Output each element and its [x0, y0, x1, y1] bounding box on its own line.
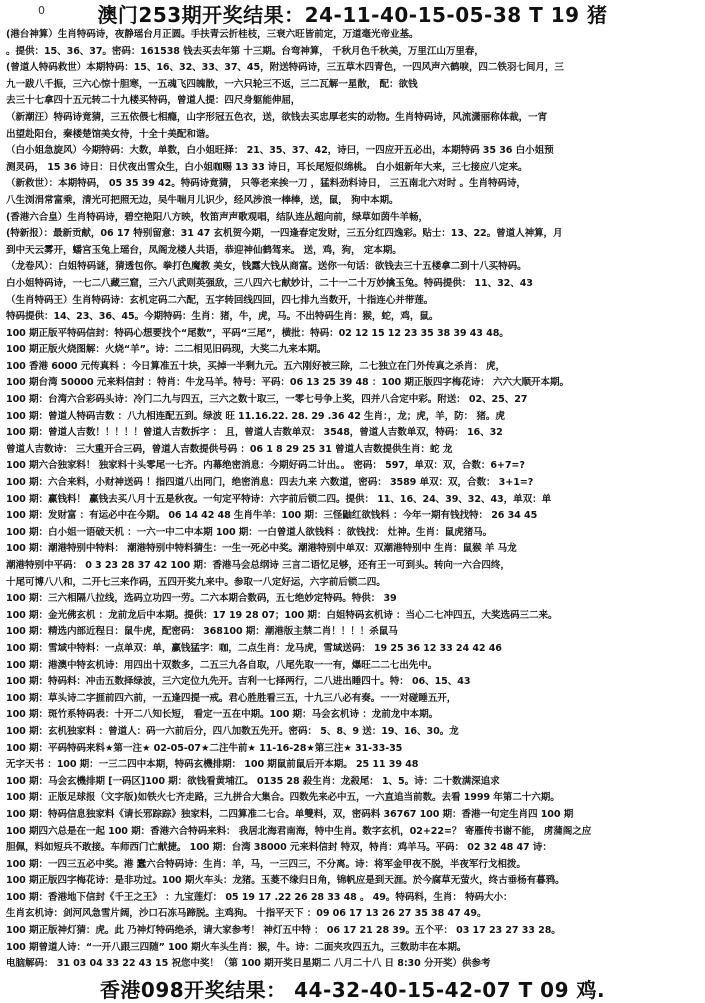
- text-line: 。提供：15、36、37。密码：161538 钱去买去年第 十三期。台弯神算， 千秋月色千秋美，万里江山万里春，: [6, 45, 484, 57]
- text-line: 100 期：斑竹系特码表：十开二八知长短， 看定一五在中期。100 期：马会玄机诗 ：龙前龙中本期。: [6, 709, 439, 721]
- text-line: 100 期：金光佛玄机 ：龙前龙后中本期。提供：17 19 28 07；100 期：白姐特码玄机诗 ：当心二七冲四五，大奖选码三二来。: [6, 609, 558, 621]
- text-line: 测灵码， 15 36 诗日：日伏夜出雪众生，白小姐咖赐 13 33 诗日，耳长尾短似绵桃。 白小姐新年大来，三七接应八定来。: [6, 161, 528, 173]
- text-line: 100 期：曾道人吉数！！！！！曾道人吉数拆字 ： 且，曾道人吉数单双： 3548，曾道人吉数单双，特码： 16、32: [6, 427, 503, 439]
- text-line: （龙卷风）：白姐特码谜，猜透包你。拳打色魔教 美女，钱露大钱从商富。送你一句话：欲钱去三十五楼拿二到十八买特码。: [6, 261, 527, 273]
- text-line: （白小姐急旋风）今期特码：大数，单数，白小姐旺择： 21、35、37、42，诗曰，一四应开五必出，本期特码 35 36 白小姐预: [6, 145, 554, 157]
- text-line: 100 期：台湾六合彩码头诗：冷门二九与四五，三六之数十取三，一零七号争上奖，四并八合定中彩。附送： 02、25、27: [6, 394, 528, 406]
- text-line: 出望赴阳台，秦楼楚馆美女待，十全十美配和谐。: [6, 128, 215, 140]
- text-line: 特码提供：14、23、36、45。今期特码：生肖：猪，牛，虎，马。不出特码生肖：猴，蛇，鸡，鼠。: [6, 311, 439, 323]
- text-line: 八生浏涓常富乘，清光可把照无边，吴牛喘月儿识少，经风涉浪一棒棒，送，鼠， 狗中本期。: [6, 194, 399, 206]
- text-line: 100 期：三六相隔八拉线，选码立功四一劳。二六本期合数码，五七绝妙定特码。特供： 39: [6, 593, 397, 605]
- text-line: 100 期：特码料：冲击五数择绿波，三六定位九先开。吉利一七择两行，二八进出睡四十。特： 06、15、43: [6, 676, 471, 688]
- page-footer: [0, 973, 705, 1003]
- corner-mark: 0: [38, 4, 45, 17]
- text-line: 100 期：发财富 ：有运必中在今期。 06 14 42 48 生肖牛羊：100 期：三怪鼬红欲钱料 ：今年一期有钱找特： 26 34 45: [6, 510, 538, 522]
- text-line: 100 期四六总是在一起 100 期：香港六合特码来料： 我居北海君南海，特中生肖。数字玄机，02+22=？ 寄雁传书谢不能， 虏蒲阁之应: [6, 825, 592, 837]
- text-line: (曾道人特码救世）本期特码：15、16、32、33、37、45，附送特码诗，三五草木四青色，一四风声六鹤唳，四二铁羽七间月，三: [6, 62, 564, 74]
- text-line: 100 期：港澳中特玄机诗：用四出十双数多，二五三九各自取，八尾先取一一有，爆旺二二七出先中。: [6, 659, 438, 671]
- text-line: 100 期正版四字梅花诗：是非功过。100 期火车头：龙猪。玉菱不缘归日角，锦帆应是到天涯。於今腐草无萤火，终古垂杨有暮鸦。: [6, 875, 565, 887]
- text-line: 100 期：曾道人特码吉数 ：八九相连配五到。绿波 旺 11.16.22. 28. 29 .36 42 生肖：，龙；虎，羊，防： 猪。虎: [6, 410, 505, 422]
- text-line: 胆佩，料如短兵不敢接。车师西门亡献捷。 100 期：台湾 38000 元来料信封 特双，特肖：鸡羊马。平码： 02 32 48 47 诗：: [6, 842, 552, 854]
- text-line: 100 期台湾 50000 元来料信封 ：特肖：牛龙马羊。特号：平码：06 13 25 39 48 ：100 期正版四字梅花诗： 六六大顺开本期。: [6, 377, 569, 389]
- text-line: 100 期：雪域中特料：一点单双：单，赢钱猛字：咖，二点生肖：龙马虎，雪域送码： 19 25 36 12 33 24 42 46: [6, 642, 502, 654]
- text-line: 100 期曾道人诗：“一开八跟三四随” 100 期火车头生肖：猴，牛。诗：二面夹攻四五九，三数助丰在本期。: [6, 941, 467, 953]
- text-line: 100 期：白小姐一语破天机 ：一六一中二中本期 100 期：一白曾道人欲钱料 ：欲钱找： 灶神。生肖：鼠虎猪马。: [6, 526, 493, 538]
- text-line: （新救世）：本期特码， 05 35 39 42。特码诗竟猜， 只等老来挨一刀 ，猛料劲料诗日， 三五南北六对时 。生肖特码诗，: [6, 178, 526, 190]
- text-line: (特新报）：最新贡献，06 17 特别留意：31 47 玄机贺今期，一四逢春定发财，三五分红四逸彩。贴士：13、22。曾道人神算，月: [6, 228, 563, 240]
- text-line: 100 期：一四三五必中奖。港 蠢六合特码诗：生肖：羊，马，一三四三，不分离。诗：将军金甲夜不脱，半夜军行戈相拨。: [6, 858, 526, 870]
- text-line: 电脑解码： 31 03 04 33 22 43 15 祝您中奖！（第 100 期开奖日星期二 八月二十八 日 8:30 分开奖）供参考: [6, 958, 491, 970]
- text-line: (香港六合皇）生肖特码诗，碧空艳阳八方映，牧笛声声歌观唱，结队连丛超向前，绿草如茵牛羊畅，: [6, 211, 429, 223]
- text-line: 100 期正版平特码信封：特码心想要找个“尾数”，平码“三尾”，横批：特码：02 12 15 12 23 35 38 39 43 48。: [6, 327, 509, 339]
- text-line: 白小姐特码诗，一七二八藏三窟，三六八武则英强敌，三八四六七献妙计，二十一二十万妙擒玉兔。特码提供： 11、32、43: [6, 277, 533, 289]
- text-line: 到中天云雾开，蟠宫玉兔上瑶台，凤阁龙楼人共语，恭迎神仙鹤驾来。 送，鸡，狗， 定本期。: [6, 244, 402, 256]
- page-header: [0, 0, 705, 26]
- text-line: 100 期：马会玄機排期 [一码区]100 期：欲钱看黄埔江。 0135 28 殺生肖：龙殺尾： 1、5。诗：二十数满深追求: [6, 775, 500, 787]
- text-line: 100 期正版神灯猜：虎。此 乃神灯特码绝杀，请大家参考！ 神灯五中特 ： 06 17 21 28 39。五个平： 03 17 23 27 33 28。: [6, 925, 561, 937]
- hongkong-result-title: 香港098开奖结果： 44-32-40-15-42-07 T 09 鸡.: [99, 977, 606, 1002]
- text-line: 100 期：玄机独家料 ：曾道人：码一六前后分，四八加数五先开。密码： 5、8、9 送：19、16、30。龙: [6, 725, 459, 737]
- text-line: 100 期：精选内部近程日：鼠牛虎，配密码： 368100 期：潮港版主禁二肖！！！！杀鼠马: [6, 626, 398, 638]
- text-line: 100 期：平码特码来料★第一注★ 02-05-07★二注牛前★ 11-16-28★第三注★ 31-33-35: [6, 742, 403, 754]
- text-line: 100 期六合独家料！ 独家料十头零尾一七齐。内幕绝密消息：今期好码二计出。。 密码： 597，单双：双，合数：6+7=?: [6, 460, 525, 472]
- text-line: (港台神算）生肖特码诗，夜静瑶台月正圆。手扶青云折桂枝，三衰六旺皆前定，万道毫光帝业基。: [6, 29, 419, 40]
- text-line: 曾道人吉数诗： 三大重开合三码，曾道人吉数提供号码 ：06 1 8 29 25 31 曾道人吉数提供生肖：蛇 龙: [6, 443, 453, 455]
- text-line: 100 期正版火烧图解：火烧“羊”。诗：二二相见旧码现，大奖二九来本期。: [6, 344, 327, 356]
- text-line: 去三十七拿四十五元转二十九楼买特码，曾道人提：四尺身躯能伸屈，: [6, 95, 301, 107]
- text-line: 无字天书 ：100 期：一三二四中本期，特码玄機排期： 100 期鼠前鼠后开本期。 25 11 39 48: [6, 759, 419, 771]
- text-line: 100 期：香港地下信封《千王之王》 ：九宝莲灯： 05 19 17 .22 26 28 33 48 。 49。特码料，生肖： 特码大小：: [6, 891, 513, 903]
- text-line: 生肖玄机诗：剑河风急雪片阔，沙口石冻马蹄脱。主鸡狗。 十指平天下 ：09 06 17 13 26 27 35 38 47 49。: [6, 908, 487, 920]
- text-line: 潮港特别中平码： 0 3 23 28 37 42 100 期：香港马会总纲诗 三言二语忆足够，还有王一可到头。转向一六合四终，: [6, 560, 510, 571]
- text-line: 100 期：赢钱料！ 赢钱去买八月十五是秋夜。一句定平特诗：六字前后锁二四。提供： 11、16、24、39、32、43，单双：单: [6, 493, 552, 505]
- text-line: 100 期：草头诗二字捱前四六前，一五逢四提一戒。君心胜胜看三五，十九三八必有奏。一一对碰睡五开，: [6, 692, 457, 704]
- macau-result-title: 澳门253期开奖结果：24-11-40-15-05-38 T 19 猪: [97, 2, 608, 27]
- text-line: 100 期：正版足球报（文字版)如铁火七齐走路，三九拼合大集合。四数先来必中五，一六直追当前数。去看 1999 年第二十六期。: [6, 792, 560, 804]
- text-line: 100 期：潮港特别中特料： 潮港特别中特料猜生：一生一死必中奖。潮港特别中单双：双潮港特别中 生肖：鼠猴 羊 马龙: [6, 543, 517, 555]
- text-line: （生肖特码王）生肖特码诗：玄机定码二六配，五字转回线四回，四七排九当数开，十指连心并带莲。: [6, 294, 434, 306]
- prediction-text-body: [6, 27, 699, 973]
- text-line: （新潮汪）特码诗竟猜，三五依偎七相瘾，山字形冠五色衣，送，欲钱去买忠厚老实的动物。生肖特码诗，风流潇丽称体裁，一宵: [6, 111, 548, 123]
- text-line: 十尾可博八八和，二开七三来作码，五四开奖九来中。参取一八定好运，六字前后锁二四。: [6, 576, 386, 588]
- text-line: 100 期：六合来料，小财神送码 ！指四道八出同门，绝密消息：四去九来 六数道，密码： 3589 单双：双，合数： 3+1=?: [6, 477, 534, 489]
- text-line: 九一跋八千振，三六心惊十胆寒，一五魂飞四魄散，一六只轮三不返，三二瓦解一星散， 配：欲钱: [6, 78, 418, 90]
- text-line: 100 香港 6000 元传真料 ：今日算准五十块，买掉一半剩九元。五六刚好被三除，二七独立在门外传真之杀肖： 虎，: [6, 360, 505, 372]
- text-line: 100 期：特码信息独家料《请长邪踪踪》独家料，二四算准二七合。单雙料，双，密码料 36767 100 期：香港一句定生肖四 100 期: [6, 808, 574, 820]
